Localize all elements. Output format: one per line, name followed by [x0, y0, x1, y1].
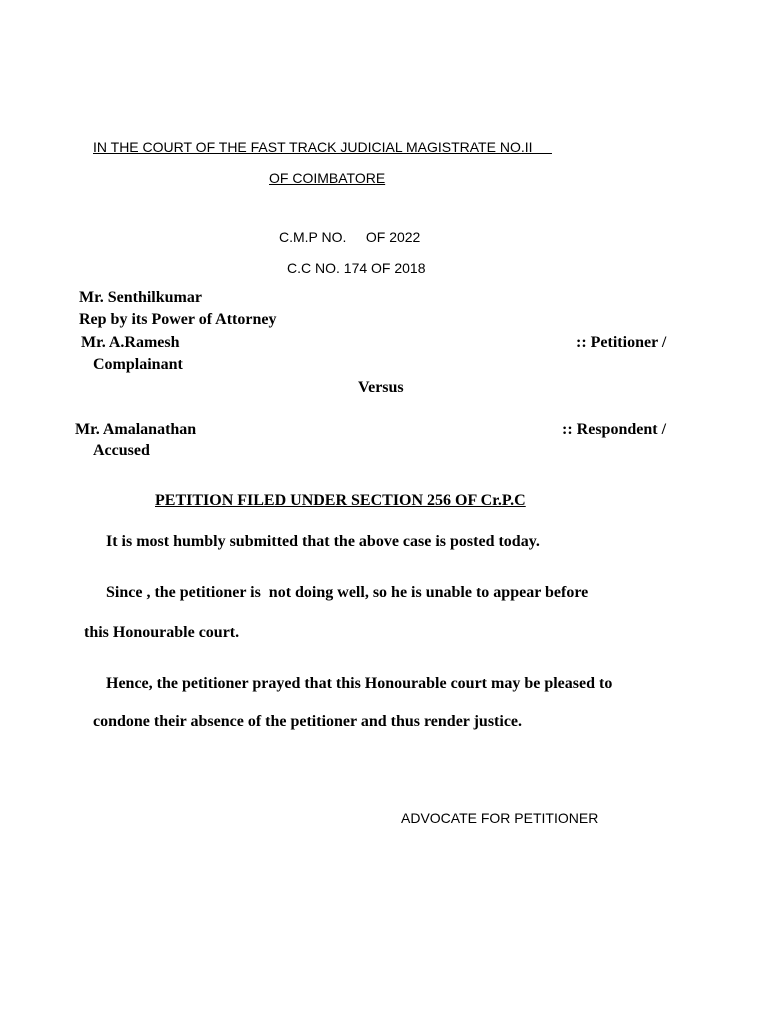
- respondent-name: Mr. Amalanathan: [75, 421, 197, 438]
- petitioner-role: :: Petitioner /: [576, 334, 667, 351]
- versus-label: Versus: [358, 379, 404, 396]
- body-paragraph-3-line-2: condone their absence of the petitioner and thus render justice.: [93, 713, 523, 730]
- court-heading: IN THE COURT OF THE FAST TRACK JUDICIAL MAGISTRATE NO.II: [93, 139, 552, 155]
- cmp-number: C.M.P NO. OF 2022: [279, 229, 421, 245]
- court-city: OF COIMBATORE: [269, 170, 386, 186]
- petitioner-rep-line: Rep by its Power of Attorney: [79, 311, 277, 328]
- respondent-role-suffix: Accused: [93, 442, 150, 459]
- petitioner-role-suffix: Complainant: [93, 356, 183, 373]
- body-paragraph-3-line-1: Hence, the petitioner prayed that this Honourable court may be pleased to: [106, 675, 613, 692]
- body-paragraph-2-line-2: this Honourable court.: [84, 624, 240, 641]
- petition-title: PETITION FILED UNDER SECTION 256 OF Cr.P.C: [155, 492, 526, 509]
- advocate-signature: ADVOCATE FOR PETITIONER: [401, 810, 599, 826]
- cc-number: C.C NO. 174 OF 2018: [287, 260, 426, 276]
- petitioner-name: Mr. Senthilkumar: [79, 289, 202, 306]
- respondent-role: :: Respondent /: [562, 421, 667, 438]
- body-paragraph-2-line-1: Since , the petitioner is not doing well, so he is unable to appear before: [106, 584, 589, 601]
- body-paragraph-1: It is most humbly submitted that the above case is posted today.: [106, 533, 540, 550]
- petitioner-rep-name: Mr. A.Ramesh: [81, 334, 180, 351]
